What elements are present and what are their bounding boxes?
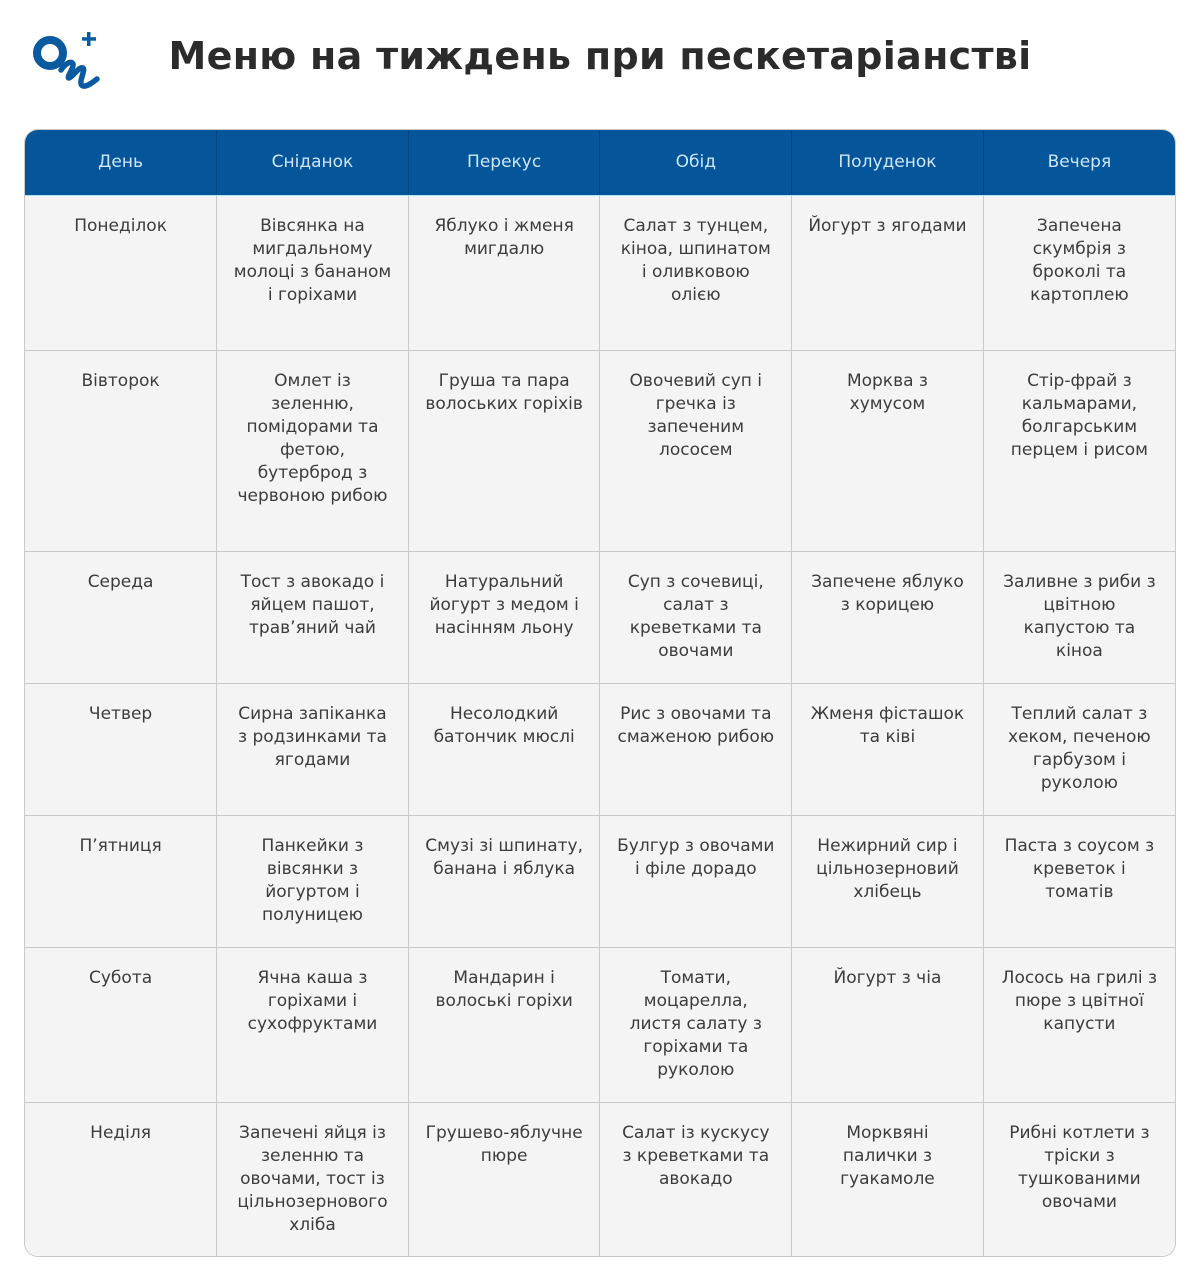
column-header-breakfast: Сніданок (217, 130, 409, 195)
snack-cell: Груша та пара волоських горіхів (408, 350, 600, 551)
lunch-cell: Томати, моцарелла, листя салату з горіхами та руколою (600, 947, 792, 1102)
day-cell: Субота (25, 947, 217, 1102)
dinner-cell: Теплий салат з хеком, печеною гарбузом і руколою (983, 683, 1175, 815)
snack-cell: Яблуко і жменя мигдалю (408, 195, 600, 350)
lunch-cell: Рис з овочами та смаженою рибою (600, 683, 792, 815)
day-cell: Неділя (25, 1102, 217, 1257)
table-row (25, 551, 1175, 683)
dinner-cell: Рибні котлети з тріски з тушкованими овочами (983, 1102, 1175, 1257)
dinner-cell: Стір-фрай з кальмарами, болгарським перцем і рисом (983, 350, 1175, 551)
day-cell: Четвер (25, 683, 217, 815)
afternoon-snack-cell: Йогурт з ягодами (792, 195, 984, 350)
table-row (25, 683, 1175, 815)
breakfast-cell: Сирна запіканка з родзинками та ягодами (217, 683, 409, 815)
lunch-cell: Салат з тунцем, кіноа, шпинатом і оливковою олією (600, 195, 792, 350)
column-header-dinner: Вечеря (983, 130, 1175, 195)
afternoon-snack-cell: Морквяні палички з гуакамоле (792, 1102, 984, 1257)
dinner-cell: Заливне з риби з цвітною капустою та кіноа (983, 551, 1175, 683)
menu-table (24, 129, 1176, 1257)
snack-cell: Натуральний йогурт з медом і насінням льону (408, 551, 600, 683)
table-row (25, 815, 1175, 947)
afternoon-snack-cell: Жменя фісташок та ківі (792, 683, 984, 815)
breakfast-cell: Запечені яйця із зеленню та овочами, тост із цільнозернового хліба (217, 1102, 409, 1257)
lunch-cell: Салат із кускусу з креветками та авокадо (600, 1102, 792, 1257)
table-row (25, 350, 1175, 551)
table-row (25, 947, 1175, 1102)
page-header (0, 0, 1200, 118)
snack-cell: Смузі зі шпинату, банана і яблука (408, 815, 600, 947)
snack-cell: Несолодкий батончик мюслі (408, 683, 600, 815)
day-cell: П’ятниця (25, 815, 217, 947)
breakfast-cell: Ячна каша з горіхами і сухофруктами (217, 947, 409, 1102)
breakfast-cell: Тост з авокадо і яйцем пашот, трав’яний чай (217, 551, 409, 683)
lunch-cell: Суп з сочевиці, салат з креветками та овочами (600, 551, 792, 683)
column-header-lunch: Обід (600, 130, 792, 195)
table-header-row (25, 130, 1175, 195)
table-row (25, 195, 1175, 350)
afternoon-snack-cell: Нежирний сир і цільнозерновий хлібець (792, 815, 984, 947)
breakfast-cell: Вівсянка на мигдальному молоці з бананом і горіхами (217, 195, 409, 350)
day-cell: Вівторок (25, 350, 217, 551)
lunch-cell: Овочевий суп і гречка із запеченим лососем (600, 350, 792, 551)
dinner-cell: Паста з соусом з креветок і томатів (983, 815, 1175, 947)
page-title: Меню на тиждень при пескетаріанстві (168, 34, 1032, 78)
dinner-cell: Запечена скумбрія з броколі та картоплею (983, 195, 1175, 350)
day-cell: Понеділок (25, 195, 217, 350)
column-header-day: День (25, 130, 217, 195)
column-header-afternoon-snack: Полуденок (792, 130, 984, 195)
day-cell: Середа (25, 551, 217, 683)
dinner-cell: Лосось на грилі з пюре з цвітної капусти (983, 947, 1175, 1102)
breakfast-cell: Панкейки з вівсянки з йогуртом і полуницею (217, 815, 409, 947)
afternoon-snack-cell: Запечене яблуко з корицею (792, 551, 984, 683)
afternoon-snack-cell: Морква з хумусом (792, 350, 984, 551)
column-header-snack: Перекус (408, 130, 600, 195)
lunch-cell: Булгур з овочами і філе дорадо (600, 815, 792, 947)
table-row (25, 1102, 1175, 1257)
snack-cell: Мандарин і волоські горіхи (408, 947, 600, 1102)
afternoon-snack-cell: Йогурт з чіа (792, 947, 984, 1102)
breakfast-cell: Омлет із зеленню, помідорами та фетою, бутерброд з червоною рибою (217, 350, 409, 551)
snack-cell: Грушево-яблучне пюре (408, 1102, 600, 1257)
